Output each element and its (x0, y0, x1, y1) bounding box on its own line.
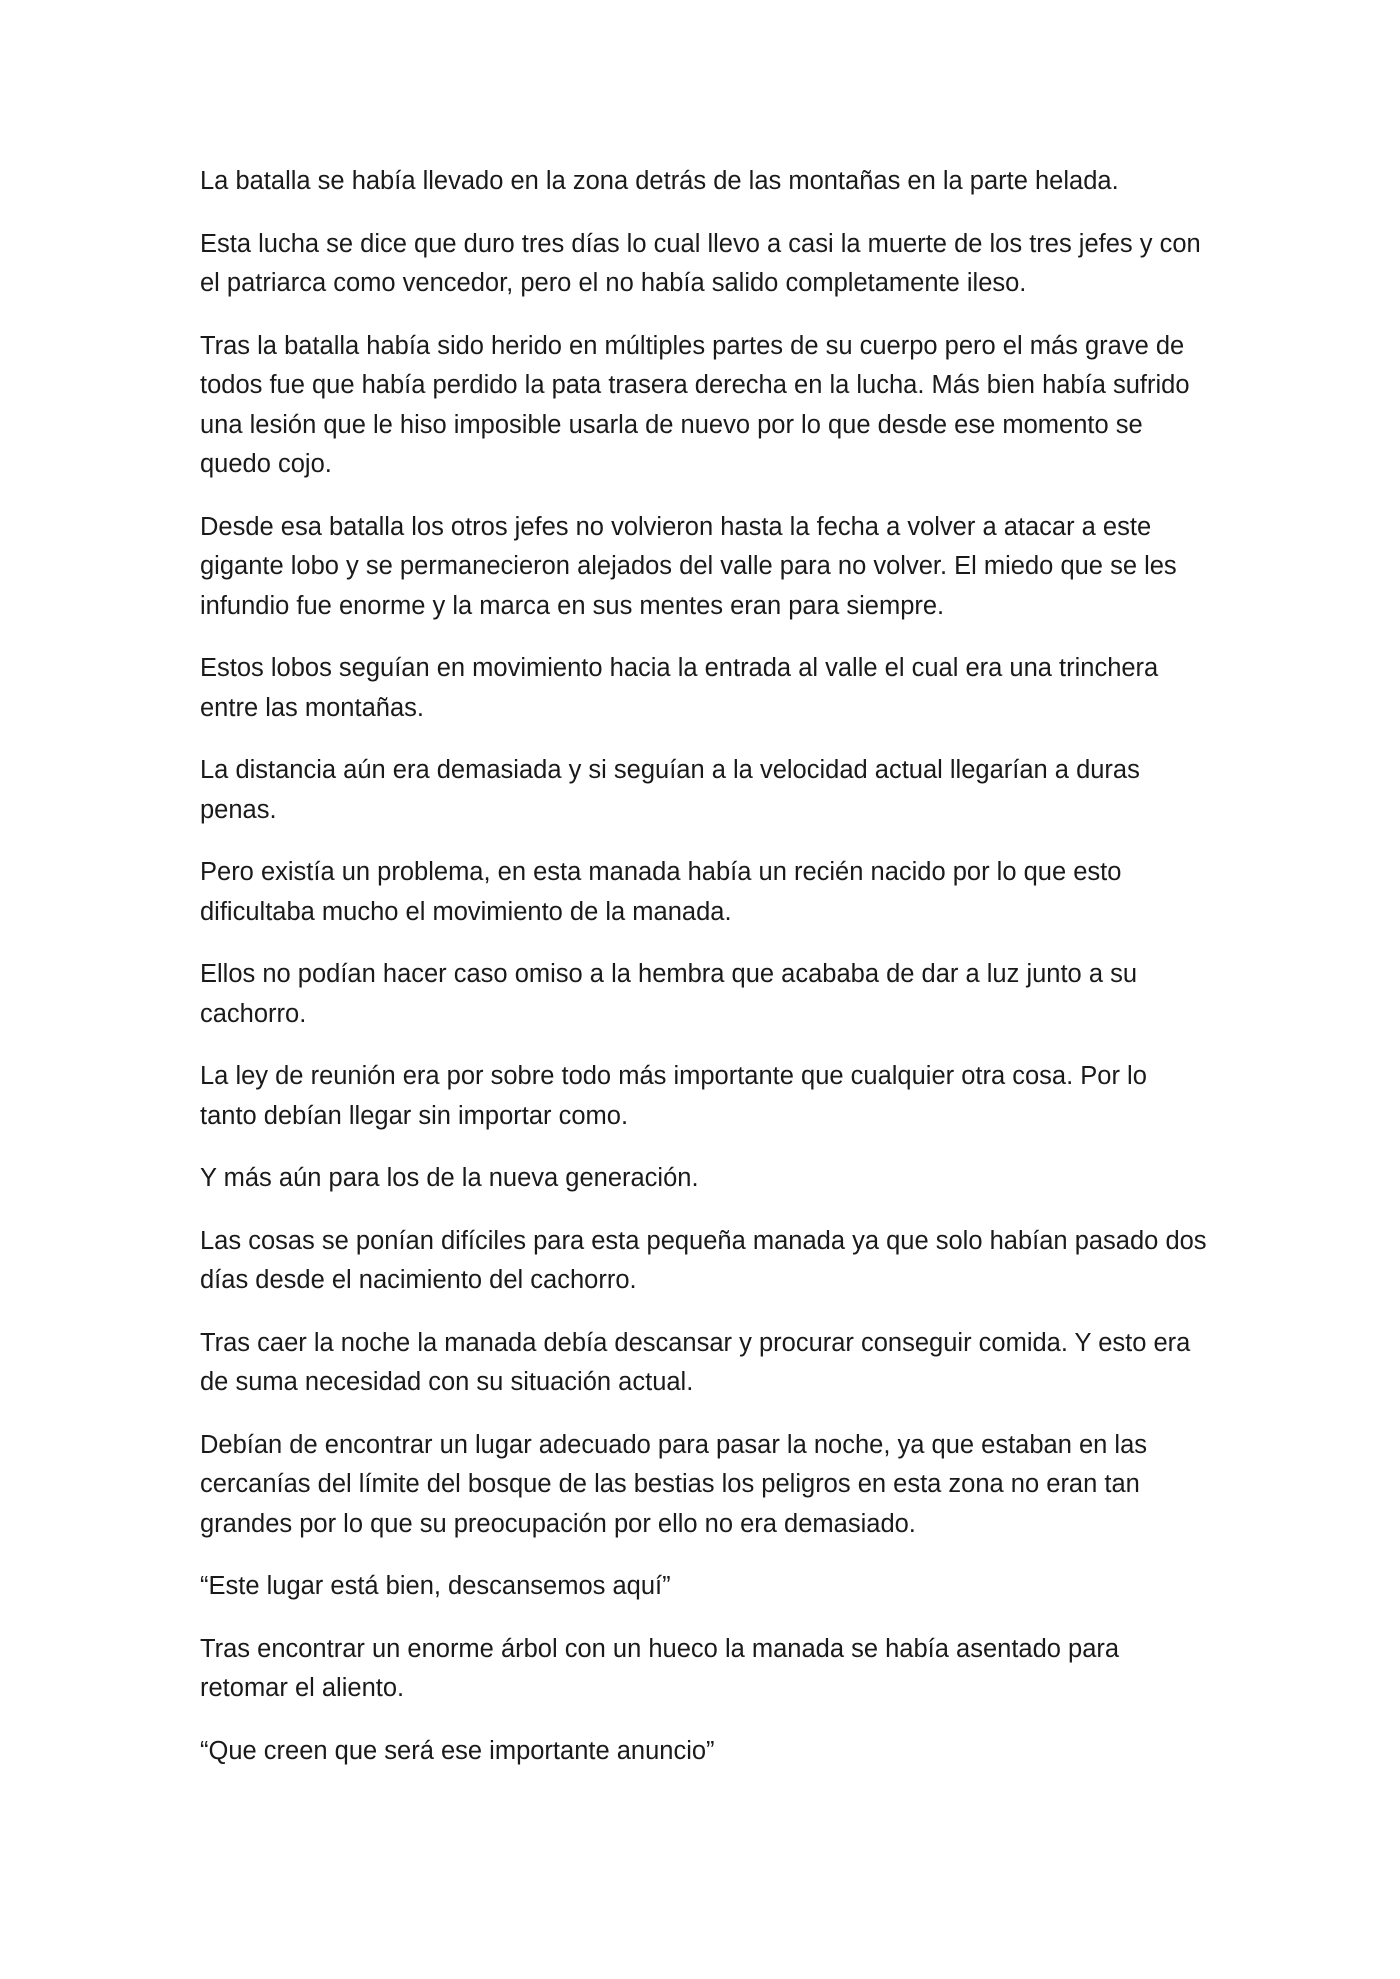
paragraph: Esta lucha se dice que duro tres días lo cual llevo a casi la muerte de los tres jefes y con el patriarca como vencedor, pero el no había salido completamente ileso. (200, 229, 1201, 297)
paragraph: Las cosas se ponían difíciles para esta pequeña manada ya que solo habían pasado dos días desde el nacimiento del cachorro. (200, 1226, 1207, 1294)
paragraph: Estos lobos seguían en movimiento hacia la entrada al valle el cual era una trinchera entre las montañas. (200, 654, 1159, 722)
paragraph: Tras la batalla había sido herido en múltiples partes de su cuerpo pero el más grave de todos fue que había perdido la pata trasera derecha en la lucha. Más bien había sufrido una lesión que le hiso imposible usarla de nuevo por lo que desde ese momento se quedo cojo. (200, 331, 1190, 478)
paragraph: La ley de reunión era por sobre todo más importante que cualquier otra cosa. Por lo tanto debían llegar sin importar como. (200, 1062, 1147, 1130)
dialogue-paragraph: “Que creen que será ese importante anuncio” (200, 1736, 715, 1765)
paragraph: Debían de encontrar un lugar adecuado para pasar la noche, ya que estaban en las cercanías del límite del bosque de las bestias los peligros en esta zona no eran tan grandes por lo que su preocupación por ello no era demasiado. (200, 1430, 1148, 1538)
paragraph: La batalla se había llevado en la zona detrás de las montañas en la parte helada. (200, 167, 1119, 195)
paragraph: Y más aún para los de la nueva generación. (200, 1164, 699, 1192)
paragraph: Ellos no podían hacer caso omiso a la hembra que acababa de dar a luz junto a su cachorro. (200, 960, 1138, 1028)
dialogue-paragraph: “Este lugar está bien, descansemos aquí” (200, 1572, 671, 1600)
paragraph: Tras encontrar un enorme árbol con un hueco la manada se había asentado para retomar el aliento. (200, 1634, 1120, 1702)
document-body (200, 162, 1210, 1794)
paragraph: La distancia aún era demasiada y si seguían a la velocidad actual llegarían a duras penas. (200, 756, 1140, 824)
paragraph: Desde esa batalla los otros jefes no volvieron hasta la fecha a volver a atacar a este gigante lobo y se permanecieron alejados del valle para no volver. El miedo que se les infundio fue enorme y la marca en sus mentes eran para siempre. (200, 512, 1177, 620)
paragraph: Tras caer la noche la manada debía descansar y procurar conseguir comida. Y esto era de suma necesidad con su situación actual. (200, 1328, 1191, 1396)
paragraph: Pero existía un problema, en esta manada había un recién nacido por lo que esto dificultaba mucho el movimiento de la manada. (200, 858, 1122, 926)
